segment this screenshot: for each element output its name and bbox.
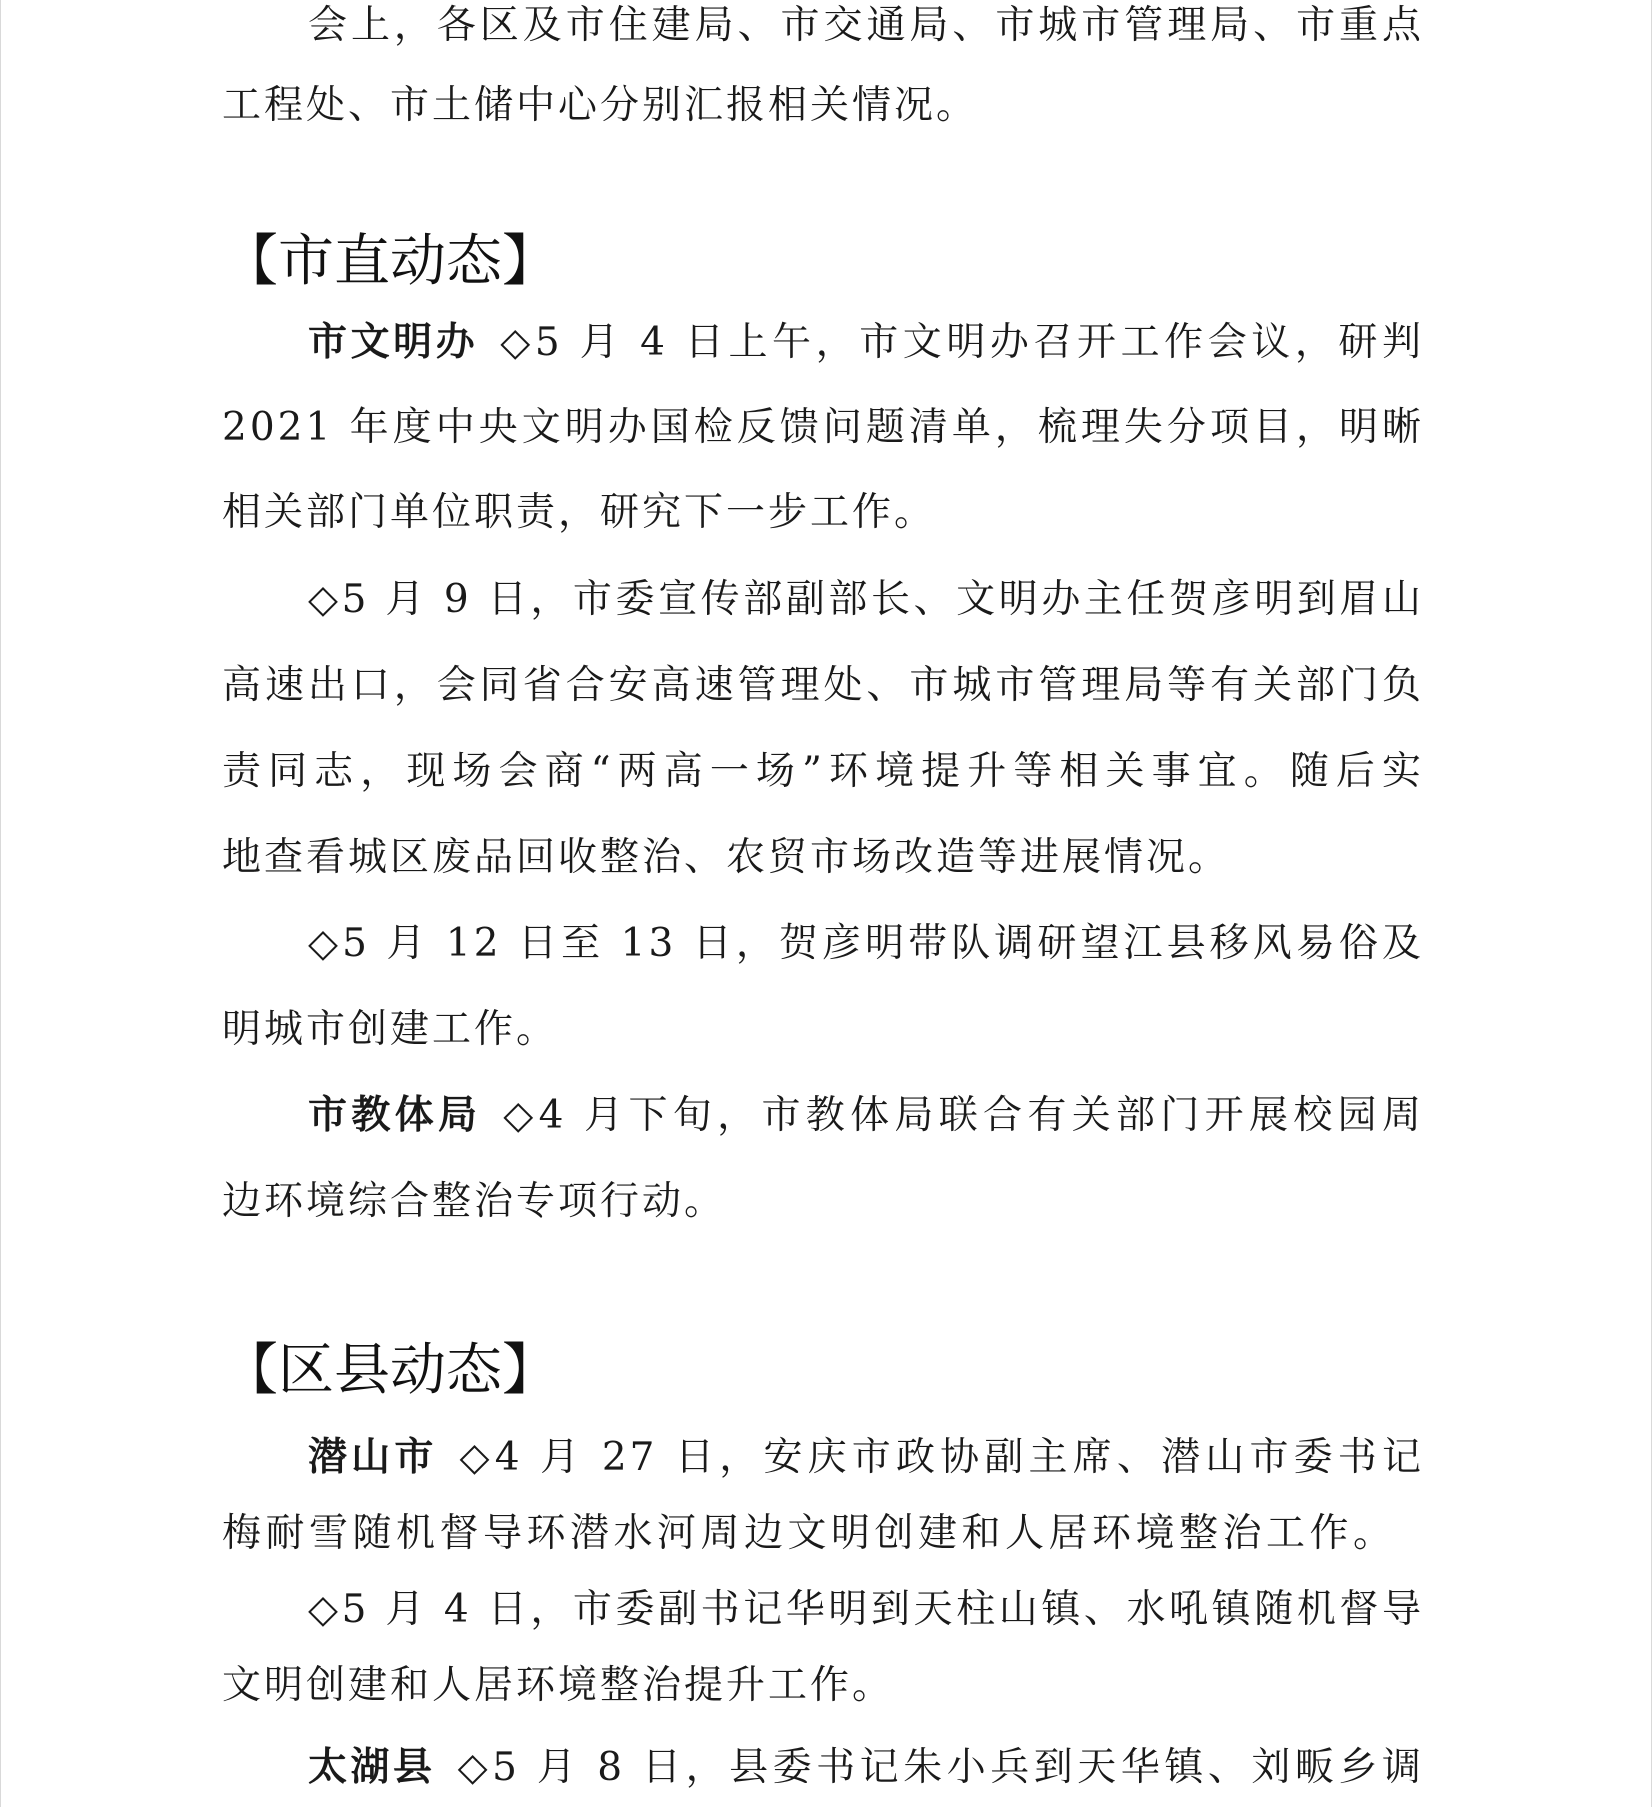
paragraph-line: ◇5 月 12 日至 13 日，贺彦明带队调研望江县移风易俗及 bbox=[308, 921, 1424, 966]
paragraph-line: 文明创建和人居环境整治提升工作。 bbox=[222, 1663, 895, 1708]
unit-label: 市文明办 bbox=[308, 319, 479, 365]
section-heading: 【市直动态】 bbox=[222, 229, 558, 294]
paragraph-line bbox=[308, 312, 1424, 372]
paragraph-text: ◇5 月 4 日上午，市文明办召开工作会议，研判 bbox=[500, 320, 1424, 365]
paragraph-line: 相关部门单位职责，研究下一步工作。 bbox=[222, 490, 937, 535]
paragraph-line: 明城市创建工作。 bbox=[222, 1007, 559, 1052]
paragraph-line: ◇5 月 4 日，市委副书记华明到天柱山镇、水吼镇随机督导 bbox=[308, 1587, 1424, 1632]
unit-label: 太湖县 bbox=[308, 1744, 436, 1790]
paragraph-line: 地查看城区废品回收整治、农贸市场改造等进展情况。 bbox=[222, 835, 1231, 880]
unit-label: 潜山市 bbox=[308, 1434, 438, 1480]
paragraph-line: 工程处、市土储中心分别汇报相关情况。 bbox=[222, 83, 979, 128]
paragraph-line: 高速出口，会同省合安高速管理处、市城市管理局等有关部门负 bbox=[222, 663, 1424, 708]
paragraph-line: 边环境综合整治专项行动。 bbox=[222, 1179, 727, 1224]
paragraph-line: ◇5 月 9 日，市委宣传部副部长、文明办主任贺彦明到眉山 bbox=[308, 577, 1424, 622]
paragraph-text: ◇4 月下旬，市教体局联合有关部门开展校园周 bbox=[503, 1093, 1424, 1138]
section-heading: 【区县动态】 bbox=[222, 1338, 558, 1403]
paragraph-text: ◇5 月 8 日，县委书记朱小兵到天华镇、刘畈乡调 bbox=[457, 1745, 1424, 1790]
paragraph-line bbox=[308, 1427, 1424, 1487]
paragraph-line: 2021 年度中央文明办国检反馈问题清单，梳理失分项目，明晰 bbox=[222, 405, 1424, 450]
paragraph-line: 会上，各区及市住建局、市交通局、市城市管理局、市重点 bbox=[308, 3, 1424, 48]
paragraph-line: 责同志，现场会商“两高一场”环境提升等相关事宜。随后实 bbox=[222, 749, 1424, 794]
paragraph-line: 梅耐雪随机督导环潜水河周边文明创建和人居环境整治工作。 bbox=[222, 1511, 1395, 1556]
paragraph-line bbox=[308, 1085, 1424, 1145]
paragraph-line bbox=[308, 1737, 1424, 1797]
paragraph-text: ◇4 月 27 日，安庆市政协副主席、潜山市委书记 bbox=[459, 1435, 1424, 1480]
unit-label: 市教体局 bbox=[308, 1092, 482, 1138]
